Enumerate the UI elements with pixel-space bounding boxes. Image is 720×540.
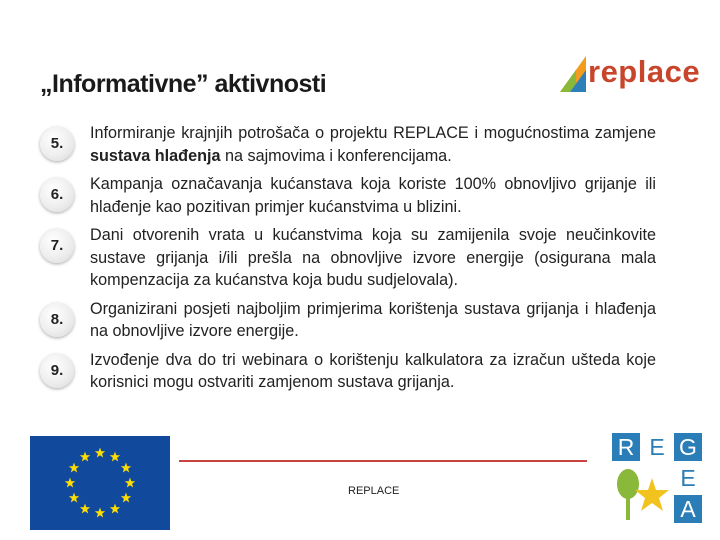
regea-letter: E: [680, 465, 696, 491]
item-text: Organizirani posjeti najboljim primjerima korištenja sustava grijanja i hlađenja na obnovljive izvore energije.: [90, 299, 656, 340]
item-text: Dani otvorenih vrata u kućanstvima koja su zamijenila svoje neučinkovite sustave grijanja i/ili prešla na obnovljive izvore energije (osigurana mala kompenzacija za kućanstva koja budu sudjelovala).: [90, 226, 656, 289]
list-item: [40, 349, 656, 394]
list-item: [40, 224, 656, 292]
footer-divider: [179, 460, 587, 462]
list-item: [40, 122, 656, 167]
item-text: Informiranje krajnjih potrošača o projektu REPLACE i mogućnostima zamjene sustava hlađenja na sajmovima i konferencijama.: [90, 124, 656, 165]
regea-letter: R: [612, 433, 640, 461]
regea-letter: E: [649, 434, 665, 460]
replace-logo-text: replace: [588, 54, 701, 89]
number-badge: 6.: [40, 178, 74, 212]
regea-letter: G: [674, 433, 702, 461]
list-item: [40, 173, 656, 218]
eu-flag: [30, 436, 170, 530]
footer-text: REPLACE: [348, 485, 400, 497]
list-item: [40, 298, 656, 343]
page-title: „Informativne” aktivnosti: [40, 70, 327, 98]
regea-logo: [612, 433, 704, 525]
regea-letter: A: [674, 495, 702, 523]
number-badge: 9.: [40, 354, 74, 388]
item-text: Kampanja označavanja kućanstava koja koriste 100% obnovljivo grijanje ili hlađenje kao pozitivan primjer kućanstvima u blizini.: [90, 175, 656, 216]
replace-logo: [556, 52, 702, 100]
eu-stars-icon: [30, 436, 170, 530]
tree-star-icon: [612, 464, 671, 523]
item-text: Izvođenje dva do tri webinara o korištenju kalkulatora za izračun ušteda koje korisnici mogu ostvariti zamjenom sustava grijanja.: [90, 350, 656, 391]
activity-list: [40, 122, 656, 400]
number-badge: 5.: [40, 127, 74, 161]
number-badge: 8.: [40, 303, 74, 337]
number-badge: 7.: [40, 229, 74, 263]
replace-logo-icon: [556, 52, 590, 96]
